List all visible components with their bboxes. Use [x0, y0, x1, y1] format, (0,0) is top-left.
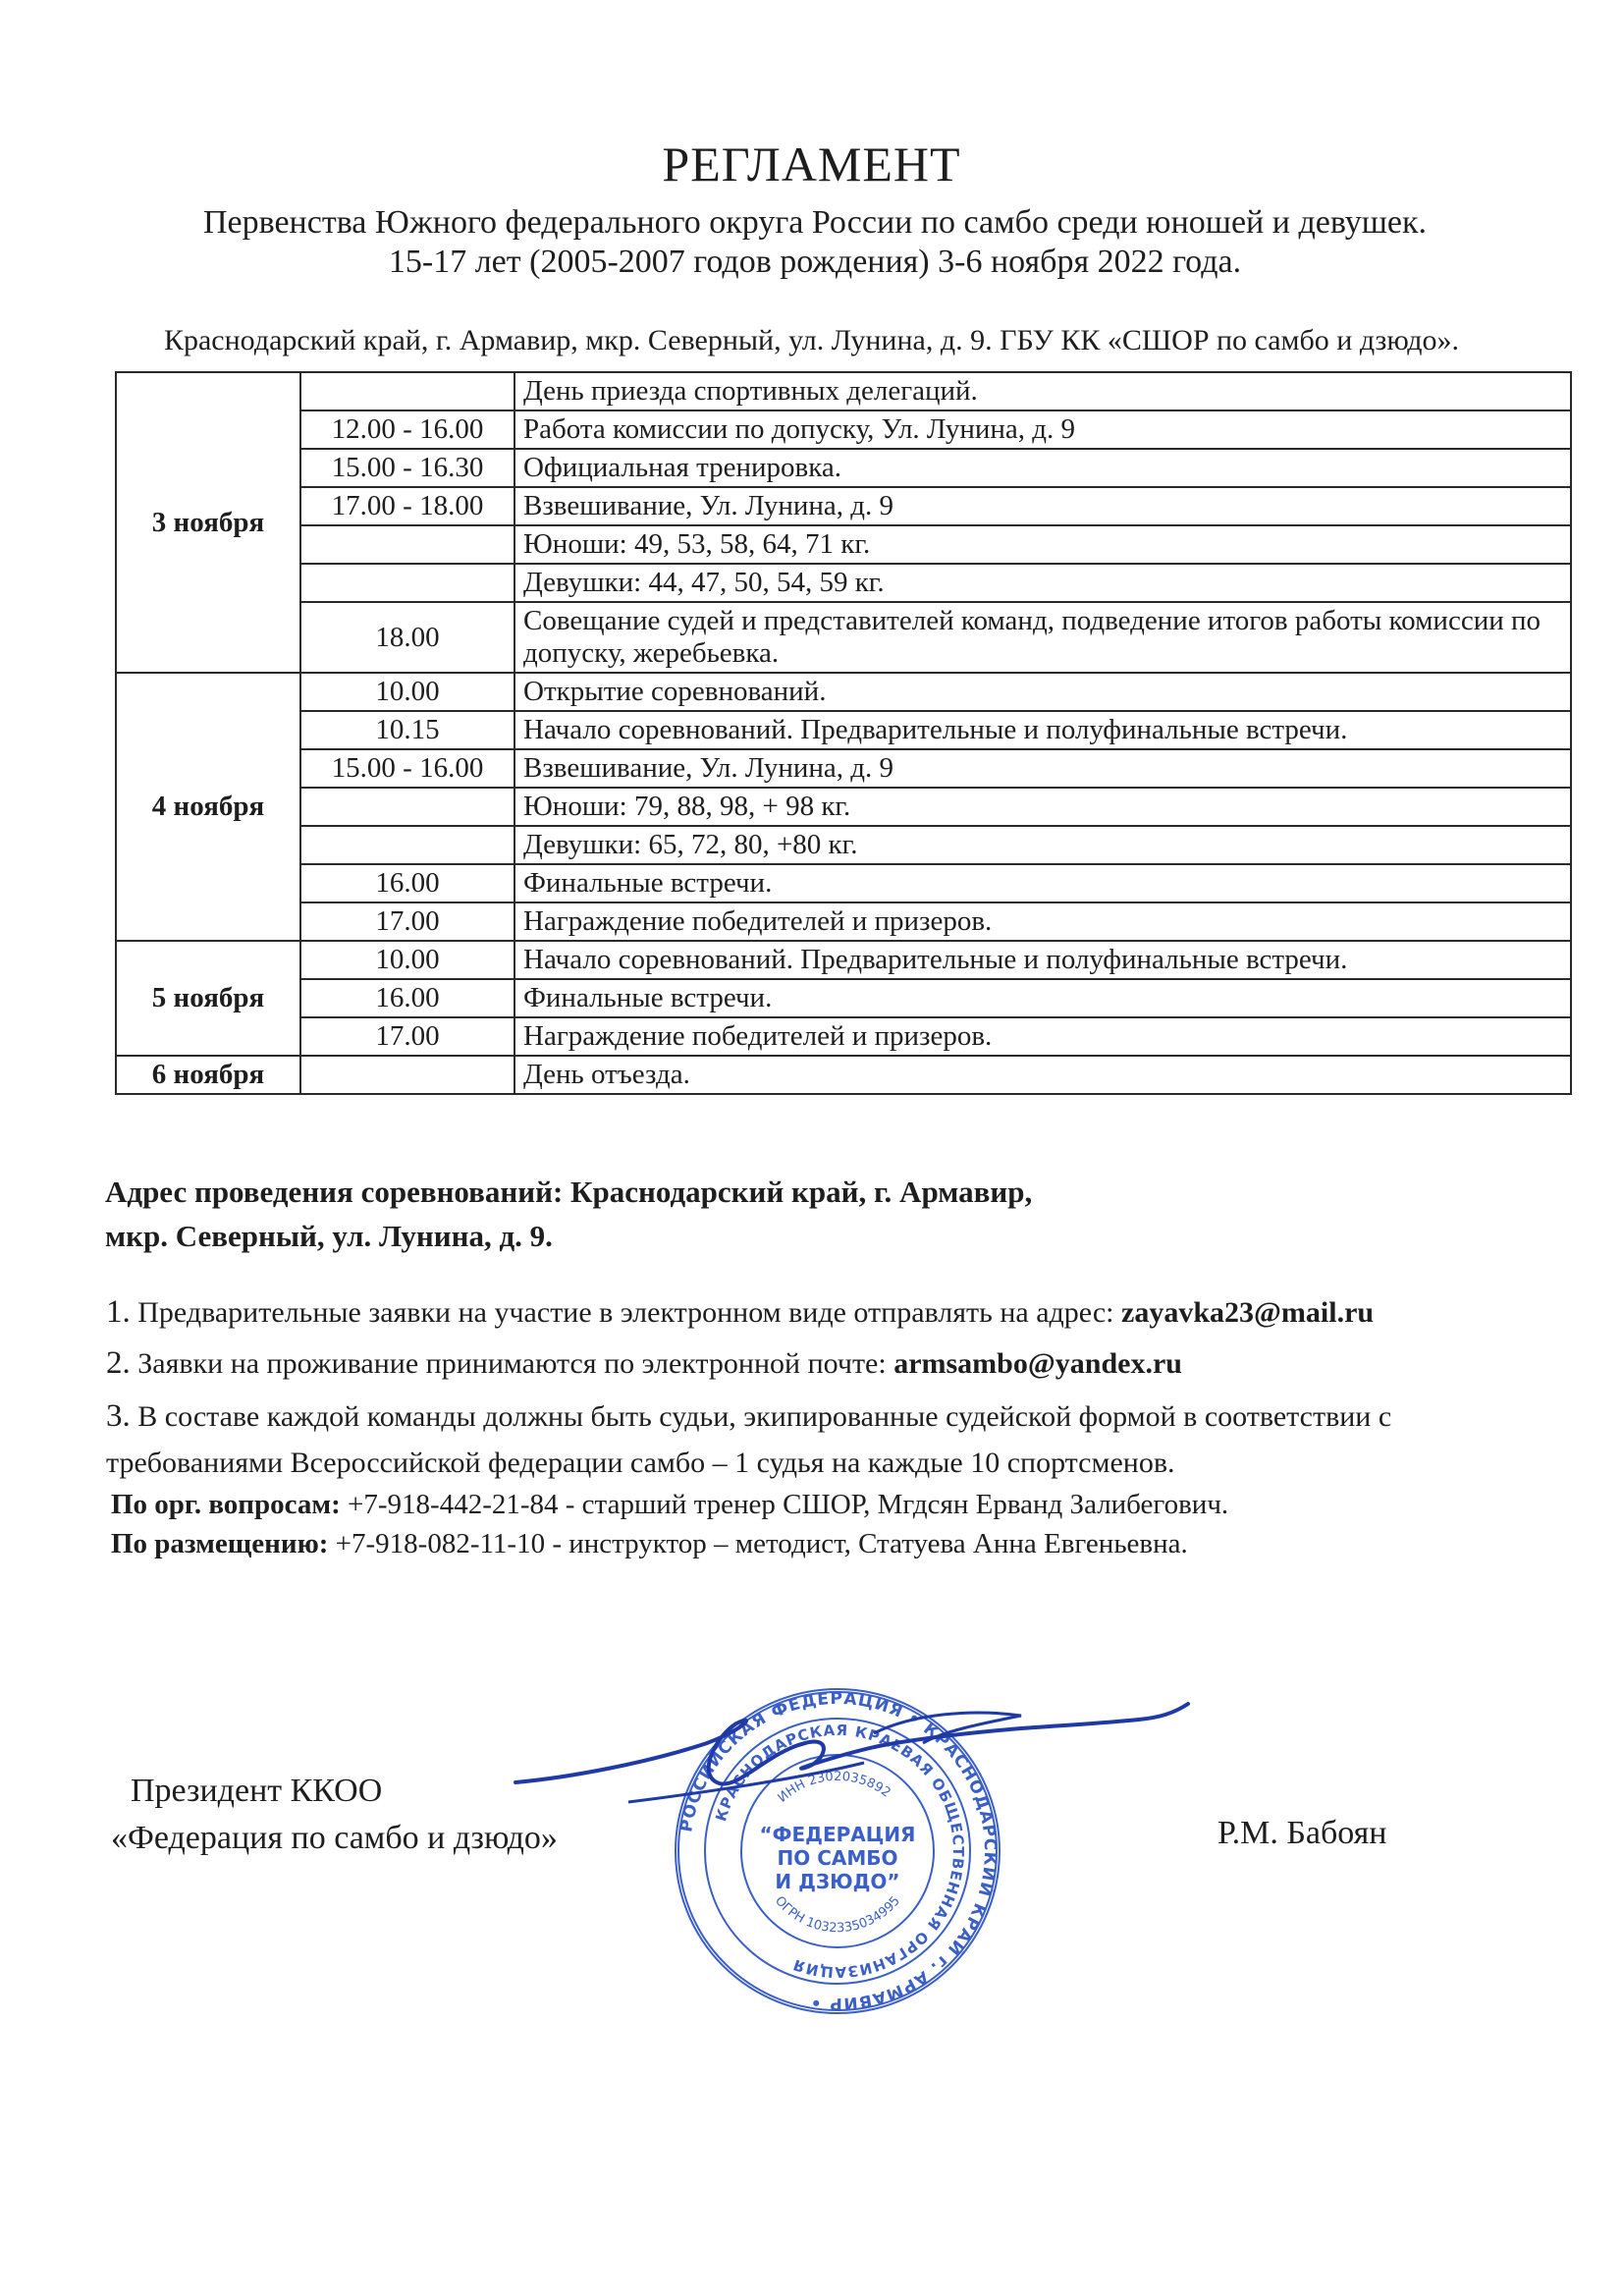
time-cell: 10.00 [300, 941, 514, 979]
table-row [116, 749, 1571, 788]
note-text: Предварительные заявки на участие в электронном виде отправлять на адрес: [137, 1296, 1114, 1329]
activity-cell: Взвешивание, Ул. Лунина, д. 9 [514, 749, 1571, 788]
position-line-1: Президент ККОО [131, 1773, 383, 1809]
table-row [116, 564, 1571, 602]
seal-center-line-3: И ДЗЮДО” [775, 1870, 900, 1893]
seal-outer-text: РОССИЙСКАЯ ФЕДЕРАЦИЯ • КРАСНОДАРСКИЙ КРАЙ г. АРМАВИР • [676, 1688, 1001, 2014]
time-cell [300, 564, 514, 602]
activity-cell: Юноши: 49, 53, 58, 64, 71 кг. [514, 525, 1571, 564]
activity-cell: Девушки: 44, 47, 50, 54, 59 кг. [514, 564, 1571, 602]
table-row [116, 410, 1571, 449]
venue-line-1: Адрес проведения соревнований: Краснодарский край, г. Армавир, [105, 1175, 1033, 1209]
venue-address [105, 1170, 1032, 1258]
position-line-2: «Федерация по самбо и дзюдо» [111, 1820, 558, 1856]
contact-org [111, 1489, 1228, 1521]
schedule-table [115, 371, 1572, 1095]
time-cell: 15.00 - 16.00 [300, 749, 514, 788]
document-subtitle [59, 203, 1571, 282]
table-row [116, 449, 1571, 487]
day-cell: 3 ноября [116, 372, 300, 673]
activity-cell: Официальная тренировка. [514, 449, 1571, 487]
table-row [116, 979, 1571, 1017]
day-cell: 4 ноября [116, 673, 300, 941]
activity-cell: День приезда спортивных делегаций. [514, 372, 1571, 410]
table-row [116, 1017, 1571, 1056]
time-cell [300, 1056, 514, 1094]
venue-line-2: мкр. Северный, ул. Лунина, д. 9. [105, 1219, 553, 1253]
note-3-continued [106, 1447, 1175, 1480]
contact-accommodation [111, 1528, 1188, 1560]
svg-text:ОГРН 1032335034995 [772, 1893, 903, 1936]
time-cell: 10.00 [300, 673, 514, 711]
seal-center-line-1: “ФЕДЕРАЦИЯ [759, 1823, 916, 1846]
contact-label: По орг. вопросам: [111, 1489, 341, 1520]
table-row [116, 525, 1571, 564]
event-location: Краснодарский край, г. Армавир, мкр. Северный, ул. Лунина, д. 9. ГБУ КК «СШОР по самбо и дзюдо». [163, 324, 1459, 356]
time-cell: 16.00 [300, 979, 514, 1017]
activity-cell: Награждение победителей и призеров. [514, 902, 1571, 941]
activity-cell: Финальные встречи. [514, 979, 1571, 1017]
note-number: 2. [106, 1345, 131, 1381]
day-cell: 6 ноября [116, 1056, 300, 1094]
seal-center-line-2: ПО САМБО [777, 1846, 898, 1870]
time-cell: 10.15 [300, 711, 514, 749]
activity-cell: Открытие соревнований. [514, 673, 1571, 711]
note-3 [106, 1398, 1391, 1435]
day-cell: 5 ноября [116, 941, 300, 1056]
handwritten-signature [511, 1684, 1198, 1841]
time-cell: 15.00 - 16.30 [300, 449, 514, 487]
table-row [116, 941, 1571, 979]
table-row [116, 788, 1571, 826]
note-text: В составе каждой команды должны быть судьи, экипированные судейской формой в соответствии с [137, 1400, 1392, 1433]
time-cell: 17.00 [300, 1017, 514, 1056]
note-1 [106, 1294, 1374, 1331]
note-text: требованиями Всероссийской федерации самбо – 1 судья на каждые 10 спортсменов. [106, 1447, 1175, 1479]
table-row [116, 673, 1571, 711]
activity-cell: Финальные встречи. [514, 864, 1571, 902]
time-cell [300, 788, 514, 826]
activity-cell: Взвешивание, Ул. Лунина, д. 9 [514, 487, 1571, 525]
table-row [116, 864, 1571, 902]
note-number: 3. [106, 1398, 131, 1434]
subtitle-line-2: 15-17 лет (2005-2007 годов рождения) 3-6 ноября 2022 года. [388, 244, 1242, 280]
signatory-name: Р.М. Бабоян [1217, 1815, 1387, 1851]
time-cell [300, 826, 514, 864]
table-row [116, 902, 1571, 941]
activity-cell: День отъезда. [514, 1056, 1571, 1094]
activity-cell: Работа комиссии по допуску, Ул. Лунина, д. 9 [514, 410, 1571, 449]
seal-inn: ИНН 2302035892 [775, 1769, 893, 1806]
time-cell: 18.00 [300, 602, 514, 673]
note-number: 1. [106, 1294, 131, 1330]
note-2 [106, 1345, 1182, 1382]
time-cell: 16.00 [300, 864, 514, 902]
time-cell [300, 372, 514, 410]
contact-label: По размещению: [111, 1528, 329, 1559]
note-text: Заявки на проживание принимаются по электронной почте: [137, 1347, 887, 1380]
table-row [116, 602, 1571, 673]
time-cell [300, 525, 514, 564]
signatory-position [111, 1768, 558, 1862]
subtitle-line-1: Первенства Южного федерального округа России по самбо среди юношей и девушек. [202, 204, 1428, 241]
activity-cell: Начало соревнований. Предварительные и полуфинальные встречи. [514, 941, 1571, 979]
activity-cell: Девушки: 65, 72, 80, +80 кг. [514, 826, 1571, 864]
table-row [116, 711, 1571, 749]
email-link[interactable]: zayavka23@mail.ru [1121, 1296, 1375, 1329]
email-link[interactable]: armsambo@yandex.ru [893, 1347, 1182, 1380]
table-row [116, 1056, 1571, 1094]
activity-cell: Начало соревнований. Предварительные и полуфинальные встречи. [514, 711, 1571, 749]
contact-value: +7-918-082-11-10 - инструктор – методист, Статуева Анна Евгеньевна. [335, 1528, 1188, 1559]
activity-cell: Награждение победителей и призеров. [514, 1017, 1571, 1056]
activity-cell: Юноши: 79, 88, 98, + 98 кг. [514, 788, 1571, 826]
table-row [116, 826, 1571, 864]
document-title: РЕГЛАМЕНТ [662, 137, 961, 191]
table-row [116, 487, 1571, 525]
table-row [116, 372, 1571, 410]
time-cell: 17.00 [300, 902, 514, 941]
contact-value: +7-918-442-21-84 - старший тренер СШОР, Мгдсян Ерванд Залибегович. [348, 1489, 1229, 1520]
seal-inner-text: КРАСНОДАРСКАЯ КРАЕВАЯ ОБЩЕСТВЕННАЯ ОРГАНИЗАЦИЯ [712, 1721, 968, 1982]
time-cell: 17.00 - 18.00 [300, 487, 514, 525]
time-cell: 12.00 - 16.00 [300, 410, 514, 449]
activity-cell: Совещание судей и представителей команд, подведение итогов работы комиссии по допуску, жеребьевка. [514, 602, 1571, 673]
seal-ogrn: ОГРН 1032335034995 [772, 1893, 903, 1937]
